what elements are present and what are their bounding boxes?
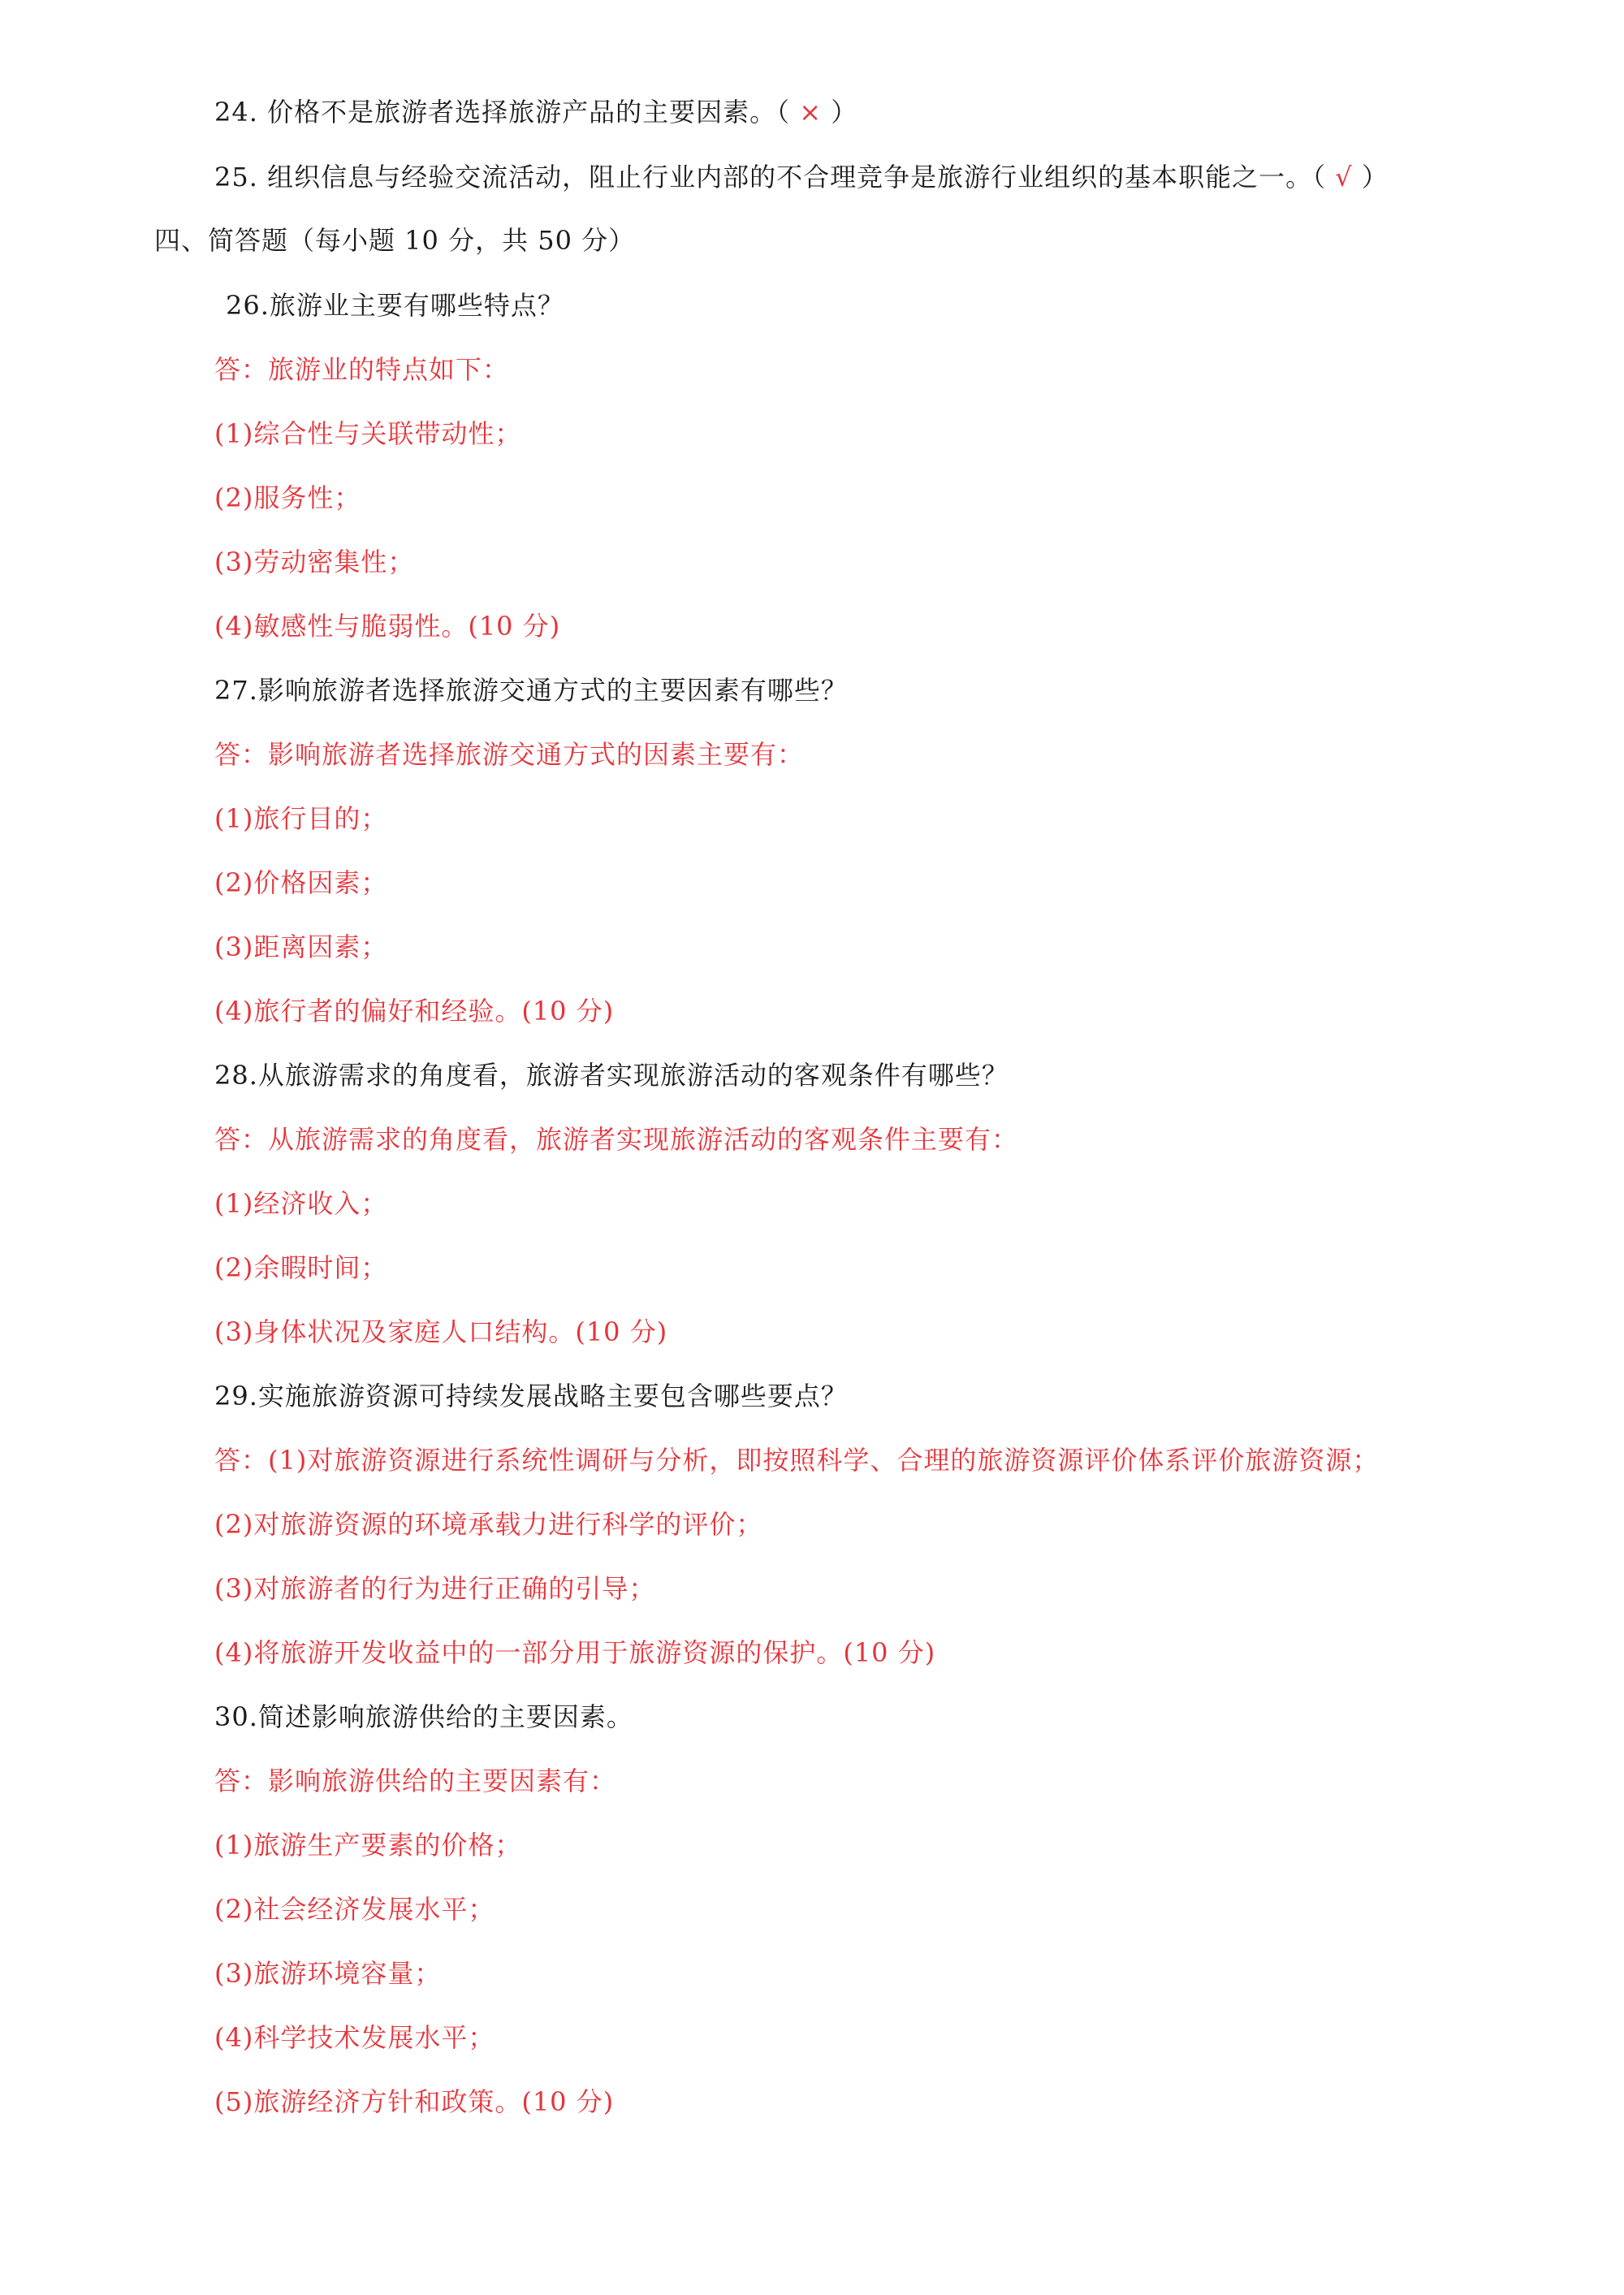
answer-30-point-5: (5)旅游经济方针和政策。(10 分) bbox=[214, 2086, 615, 2117]
tf-item-text: 24. 价格不是旅游者选择旅游产品的主要因素。（ bbox=[214, 97, 800, 128]
section-heading: 四、简答题（每小题 10 分，共 50 分） bbox=[154, 225, 636, 256]
answer-27-point-2: (2)价格因素； bbox=[214, 867, 388, 898]
check-mark: √ bbox=[1335, 162, 1353, 192]
question-26: 26.旅游业主要有哪些特点？ bbox=[226, 290, 564, 321]
answer-30-point-1: (1)旅游生产要素的价格； bbox=[214, 1830, 522, 1861]
tf-item-text: 25. 组织信息与经验交流活动，阻止行业内部的不合理竞争是旅游行业组织的基本职能之一。（ bbox=[214, 162, 1336, 192]
answer-26-point-2: (2)服务性； bbox=[214, 482, 361, 513]
answer-29-point-3: (3)对旅游者的行为进行正确的引导； bbox=[214, 1573, 656, 1604]
answer-27-point-4: (4)旅行者的偏好和经验。(10 分) bbox=[214, 996, 615, 1026]
answer-26-intro: 答：旅游业的特点如下： bbox=[214, 354, 510, 385]
answer-28-point-1: (1)经济收入； bbox=[214, 1188, 388, 1219]
answer-26-point-1: (1)综合性与关联带动性； bbox=[214, 418, 522, 449]
answer-30-intro: 答：影响旅游供给的主要因素有： bbox=[214, 1766, 617, 1796]
answer-29-point-4: (4)将旅游开发收益中的一部分用于旅游资源的保护。(10 分) bbox=[214, 1637, 936, 1668]
answer-30-point-3: (3)旅游环境容量； bbox=[214, 1958, 442, 1989]
question-28: 28.从旅游需求的角度看，旅游者实现旅游活动的客观条件有哪些？ bbox=[214, 1060, 1009, 1091]
tf-item-bracket-close: ） bbox=[822, 97, 858, 128]
answer-26-point-4: (4)敏感性与脆弱性。(10 分) bbox=[214, 611, 561, 642]
question-30: 30.简述影响旅游供给的主要因素。 bbox=[214, 1701, 633, 1732]
answer-30-point-4: (4)科学技术发展水平； bbox=[214, 2022, 495, 2053]
answer-29-intro: 答：(1)对旅游资源进行系统性调研与分析，即按照科学、合理的旅游资源评价体系评价旅游资源； bbox=[214, 1445, 1380, 1476]
answer-28-point-3: (3)身体状况及家庭人口结构。(10 分) bbox=[214, 1316, 668, 1347]
cross-mark: × bbox=[799, 97, 823, 128]
answer-27-point-1: (1)旅行目的； bbox=[214, 803, 388, 834]
tf-item-25 bbox=[214, 154, 1389, 200]
answer-28-point-2: (2)余暇时间； bbox=[214, 1252, 388, 1283]
answer-27-intro: 答：影响旅游者选择旅游交通方式的因素主要有： bbox=[214, 739, 805, 770]
answer-28-intro: 答：从旅游需求的角度看，旅游者实现旅游活动的客观条件主要有： bbox=[214, 1124, 1019, 1155]
question-27: 27.影响旅游者选择旅游交通方式的主要因素有哪些？ bbox=[214, 675, 848, 706]
tf-item-bracket-close: ） bbox=[1352, 162, 1389, 192]
answer-29-point-2: (2)对旅游资源的环境承载力进行科学的评价； bbox=[214, 1509, 763, 1540]
answer-26-point-3: (3)劳动密集性； bbox=[214, 547, 415, 577]
answer-30-point-2: (2)社会经济发展水平； bbox=[214, 1894, 495, 1925]
answer-27-point-3: (3)距离因素； bbox=[214, 931, 388, 962]
question-29: 29.实施旅游资源可持续发展战略主要包含哪些要点？ bbox=[214, 1381, 848, 1411]
tf-item-24 bbox=[214, 89, 857, 135]
